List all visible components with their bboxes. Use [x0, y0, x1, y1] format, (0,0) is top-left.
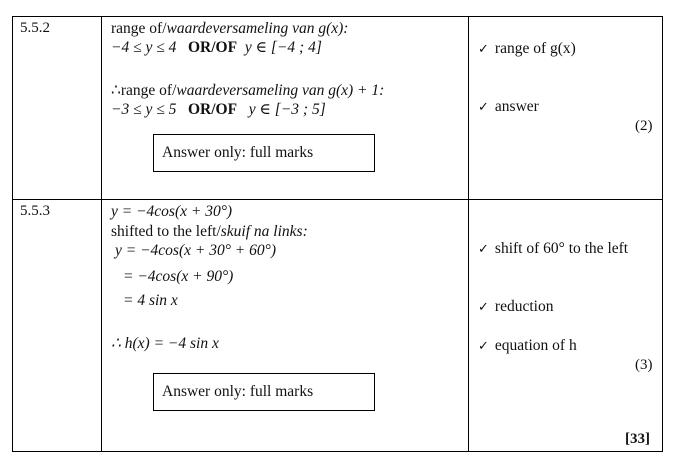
column-divider-1 — [101, 17, 102, 451]
q553-eq5: ∴ h(x) = −4 sin x — [111, 335, 219, 352]
checkmark-icon: ✓ — [478, 242, 489, 257]
q553-marks-total: (3) — [635, 357, 653, 373]
checkmark-icon: ✓ — [478, 300, 489, 315]
grand-total: [33] — [625, 431, 650, 447]
q553-answer-only-box: Answer only: full marks — [153, 373, 375, 411]
q552-line3: ∴range of/waardeversameling van g(x) + 1: — [111, 82, 385, 99]
question-number-553: 5.5.3 — [20, 203, 50, 219]
q553-eq4: = 4 sin x — [123, 292, 178, 309]
q552-answer-only-box: Answer only: full marks — [153, 134, 375, 172]
checkmark-icon: ✓ — [478, 339, 489, 354]
checkmark-icon: ✓ — [478, 42, 489, 57]
q553-eq1: y = −4cos(x + 30°) — [111, 203, 233, 220]
q553-eq2: y = −4cos(x + 30° + 60°) — [115, 242, 276, 259]
column-divider-2 — [468, 17, 469, 451]
q552-line1: range of/waardeversameling van g(x): — [111, 20, 349, 37]
q552-mark-1: ✓ range of g(x) — [478, 40, 576, 57]
q552-marks-total: (2) — [635, 118, 653, 134]
q552-mark-2: ✓ answer — [478, 98, 539, 115]
checkmark-icon: ✓ — [478, 100, 489, 115]
memo-table — [12, 16, 663, 452]
q553-shift-line: shifted to the left/skuif na links: — [111, 223, 308, 240]
row-divider — [13, 199, 662, 200]
question-number-552: 5.5.2 — [20, 20, 50, 36]
q553-mark-1: ✓ shift of 60° to the left — [478, 240, 629, 257]
q552-line2: −4 ≤ y ≤ 4 OR/OF y ∈ [−4 ; 4] — [111, 39, 322, 56]
q553-mark-2: ✓ reduction — [478, 298, 554, 315]
q553-eq3: = −4cos(x + 90°) — [123, 268, 234, 285]
q553-mark-3: ✓ equation of h — [478, 337, 577, 354]
q552-line4: −3 ≤ y ≤ 5 OR/OF y ∈ [−3 ; 5] — [111, 101, 326, 118]
